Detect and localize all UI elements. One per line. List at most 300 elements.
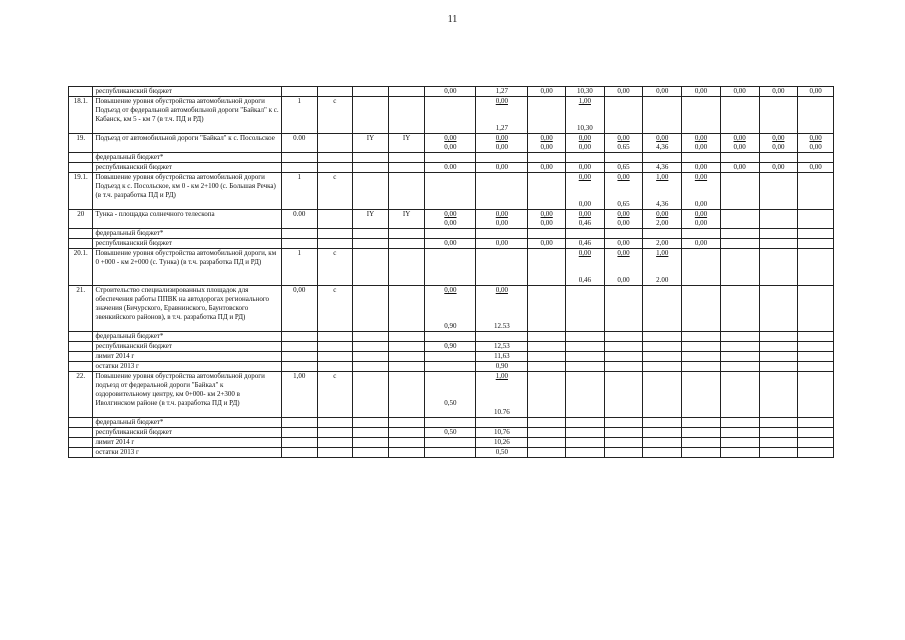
- value-cell: [566, 153, 605, 163]
- value-cell: 0,00: [720, 87, 759, 97]
- value-cell: [388, 239, 425, 249]
- cell-value: 0,00: [444, 143, 457, 151]
- row-name: остатки 2013 г: [93, 448, 281, 458]
- table-row-item: [69, 173, 834, 210]
- value-cell: [604, 428, 643, 438]
- value-cell: [388, 352, 425, 362]
- value-cell: [476, 418, 528, 428]
- cell-value: 0,00: [656, 210, 669, 218]
- value-cell: 0,50: [425, 428, 476, 438]
- cell-value: 10,30: [576, 124, 593, 132]
- value-cell: [566, 438, 605, 448]
- attr-cell: [353, 249, 389, 286]
- value-cell: [682, 428, 721, 438]
- attr-cell: 1,00: [281, 372, 317, 418]
- cell-value: 0,00: [540, 143, 553, 151]
- cell-value: 0,00: [540, 134, 553, 142]
- value-cell: [425, 418, 476, 428]
- table-row-subtotal: [69, 332, 834, 342]
- table-row-item: [69, 210, 834, 229]
- cell-value: 0,00: [444, 286, 457, 294]
- value-cell: [798, 239, 834, 249]
- value-cell: [566, 97, 605, 134]
- cell-value: 0,00: [694, 134, 708, 142]
- value-cell: 11,63: [476, 352, 528, 362]
- value-cell: [604, 352, 643, 362]
- cell-value: 0,00: [694, 210, 708, 218]
- value-cell: [682, 153, 721, 163]
- attr-cell: 1: [281, 249, 317, 286]
- cell-value: 0.65: [617, 143, 630, 151]
- value-cell: [798, 438, 834, 448]
- value-cell: [682, 249, 721, 286]
- value-cell: [281, 87, 317, 97]
- cell-value: 0,00: [694, 200, 708, 208]
- value-cell: 0,00: [643, 87, 682, 97]
- attr-cell: [353, 286, 389, 332]
- value-cell: [528, 153, 566, 163]
- cell-value: 0,00: [617, 173, 630, 181]
- row-name: Подъезд от автомобильной дороги "Байкал" к с. Посольское: [93, 134, 281, 153]
- value-cell: [566, 372, 605, 418]
- value-cell: [604, 372, 643, 418]
- value-cell: [682, 418, 721, 428]
- cell-value: 0,00: [617, 276, 630, 284]
- value-cell: [566, 134, 605, 153]
- value-cell: [566, 428, 605, 438]
- attr-cell: [388, 372, 425, 418]
- value-cell: [798, 229, 834, 239]
- value-cell: [353, 352, 389, 362]
- value-cell: [798, 362, 834, 372]
- cell-value: 0,00: [495, 143, 508, 151]
- value-cell: [353, 362, 389, 372]
- attr-cell: [388, 97, 425, 134]
- value-cell: [528, 342, 566, 352]
- value-cell: [388, 418, 425, 428]
- row-number: [69, 342, 93, 352]
- row-number: 20.1.: [69, 249, 93, 286]
- value-cell: [759, 249, 798, 286]
- value-cell: [425, 362, 476, 372]
- row-number: [69, 239, 93, 249]
- cell-value: 1,00: [578, 97, 591, 105]
- value-cell: [682, 210, 721, 229]
- row-number: 20: [69, 210, 93, 229]
- row-number: [69, 362, 93, 372]
- attr-cell: 0.00: [281, 134, 317, 153]
- value-cell: [353, 448, 389, 458]
- cell-value: 1,00: [656, 173, 669, 181]
- value-cell: [476, 332, 528, 342]
- attr-cell: 0.00: [281, 210, 317, 229]
- value-cell: [281, 163, 317, 173]
- value-cell: [566, 286, 605, 332]
- value-cell: [566, 249, 605, 286]
- row-number: [69, 229, 93, 239]
- value-cell: [720, 418, 759, 428]
- value-cell: [798, 153, 834, 163]
- row-name: республиканский бюджет: [93, 342, 281, 352]
- value-cell: 0,00: [604, 87, 643, 97]
- value-cell: [528, 418, 566, 428]
- table-row-subtotal: [69, 229, 834, 239]
- value-cell: [317, 428, 353, 438]
- cell-value: 0,00: [578, 200, 591, 208]
- value-cell: [317, 342, 353, 352]
- value-cell: [759, 342, 798, 352]
- value-cell: 0,46: [566, 239, 605, 249]
- value-cell: 0,00: [682, 87, 721, 97]
- row-number: [69, 352, 93, 362]
- cell-value: 0,46: [578, 276, 591, 284]
- value-cell: [720, 438, 759, 448]
- table-row-subtotal: [69, 352, 834, 362]
- value-cell: [682, 134, 721, 153]
- value-cell: 0,00: [476, 239, 528, 249]
- value-cell: 10,30: [566, 87, 605, 97]
- attr-cell: IY: [353, 134, 389, 153]
- value-cell: [566, 352, 605, 362]
- value-cell: [720, 342, 759, 352]
- value-cell: [425, 286, 476, 332]
- row-name: Тунка - площадка солнечного телескопа: [93, 210, 281, 229]
- cell-value: 10.76: [493, 408, 510, 416]
- value-cell: [720, 428, 759, 438]
- value-cell: [759, 332, 798, 342]
- value-cell: [682, 97, 721, 134]
- value-cell: [682, 438, 721, 448]
- value-cell: 0,00: [566, 163, 605, 173]
- value-cell: [759, 286, 798, 332]
- value-cell: [476, 210, 528, 229]
- value-cell: [604, 362, 643, 372]
- value-cell: [353, 153, 389, 163]
- cell-value: 0,00: [444, 210, 457, 218]
- value-cell: [317, 438, 353, 448]
- value-cell: [476, 286, 528, 332]
- cell-value: 0,00: [733, 134, 746, 142]
- value-cell: [759, 210, 798, 229]
- row-name: республиканский бюджет: [93, 163, 281, 173]
- attr-cell: [317, 134, 353, 153]
- cell-value: 1,00: [495, 372, 508, 380]
- attr-cell: [388, 249, 425, 286]
- row-name: остатки 2013 г: [93, 362, 281, 372]
- row-number: 18.1.: [69, 97, 93, 134]
- value-cell: [528, 229, 566, 239]
- value-cell: [682, 342, 721, 352]
- value-cell: [528, 332, 566, 342]
- value-cell: [604, 210, 643, 229]
- attr-cell: с: [317, 97, 353, 134]
- value-cell: [476, 173, 528, 210]
- table-row-item: [69, 372, 834, 418]
- value-cell: [388, 163, 425, 173]
- row-name: лимит 2014 г: [93, 438, 281, 448]
- value-cell: [720, 210, 759, 229]
- value-cell: [720, 229, 759, 239]
- table-row-subtotal: [69, 342, 834, 352]
- value-cell: [759, 438, 798, 448]
- value-cell: [353, 229, 389, 239]
- value-cell: 1,27: [476, 87, 528, 97]
- value-cell: [759, 362, 798, 372]
- value-cell: [425, 134, 476, 153]
- value-cell: 0.00: [425, 163, 476, 173]
- value-cell: [643, 97, 682, 134]
- value-cell: [604, 342, 643, 352]
- page-number: 11: [447, 14, 458, 25]
- table-row-subtotal: [69, 448, 834, 458]
- cell-value: 1,00: [656, 249, 669, 257]
- value-cell: [425, 332, 476, 342]
- value-cell: [353, 87, 389, 97]
- row-name: республиканский бюджет: [93, 87, 281, 97]
- table-row-subtotal: [69, 428, 834, 438]
- value-cell: 0,00: [528, 87, 566, 97]
- table-row-subtotal: [69, 239, 834, 249]
- value-cell: [682, 362, 721, 372]
- row-name: Повышение уровня обустройства автомобильной дороги Подъезд от федеральной автомобильной дороги "Байкал" к с. Кабанск, км 5 - км 7 (в т.ч. ПД и РД): [93, 97, 281, 134]
- value-cell: [798, 286, 834, 332]
- value-cell: [720, 332, 759, 342]
- value-cell: [528, 362, 566, 372]
- value-cell: [528, 352, 566, 362]
- value-cell: 4,36: [643, 163, 682, 173]
- value-cell: [798, 97, 834, 134]
- row-number: 19.: [69, 134, 93, 153]
- value-cell: [317, 352, 353, 362]
- value-cell: [353, 342, 389, 352]
- cell-value: 2.00: [656, 276, 669, 284]
- value-cell: [353, 428, 389, 438]
- cell-value: 0,00: [694, 219, 708, 227]
- value-cell: [604, 438, 643, 448]
- value-cell: [528, 134, 566, 153]
- value-cell: [643, 153, 682, 163]
- value-cell: [604, 332, 643, 342]
- table-row-subtotal: [69, 163, 834, 173]
- value-cell: 0,00: [759, 87, 798, 97]
- value-cell: [528, 173, 566, 210]
- value-cell: [566, 342, 605, 352]
- cell-value: 2,00: [656, 219, 669, 227]
- value-cell: [720, 97, 759, 134]
- value-cell: 0,00: [425, 239, 476, 249]
- cell-value: 0,00: [578, 210, 591, 218]
- value-cell: 10,26: [476, 438, 528, 448]
- value-cell: [476, 153, 528, 163]
- value-cell: [604, 286, 643, 332]
- value-cell: [353, 332, 389, 342]
- value-cell: [425, 352, 476, 362]
- value-cell: [425, 448, 476, 458]
- value-cell: [759, 352, 798, 362]
- value-cell: [643, 210, 682, 229]
- value-cell: [476, 372, 528, 418]
- table-row-item: [69, 134, 834, 153]
- value-cell: [281, 332, 317, 342]
- value-cell: [388, 428, 425, 438]
- value-cell: [643, 428, 682, 438]
- value-cell: [682, 448, 721, 458]
- value-cell: [643, 286, 682, 332]
- value-cell: 10,76: [476, 428, 528, 438]
- value-cell: [720, 249, 759, 286]
- value-cell: [388, 438, 425, 448]
- row-number: 19.1.: [69, 173, 93, 210]
- value-cell: [759, 173, 798, 210]
- value-cell: [476, 229, 528, 239]
- value-cell: [798, 173, 834, 210]
- value-cell: [566, 362, 605, 372]
- value-cell: 0,00: [759, 163, 798, 173]
- value-cell: [388, 448, 425, 458]
- row-number: [69, 87, 93, 97]
- row-name: федеральный бюджет*: [93, 418, 281, 428]
- row-name: федеральный бюджет*: [93, 153, 281, 163]
- value-cell: [353, 438, 389, 448]
- value-cell: [425, 372, 476, 418]
- value-cell: [388, 229, 425, 239]
- value-cell: [566, 448, 605, 458]
- cell-value: 0,90: [444, 322, 457, 330]
- row-name: республиканский бюджет: [93, 239, 281, 249]
- value-cell: [317, 239, 353, 249]
- attr-cell: [388, 173, 425, 210]
- value-cell: [388, 332, 425, 342]
- table-row-subtotal: [69, 87, 834, 97]
- value-cell: [353, 418, 389, 428]
- cell-value: 0,00: [444, 134, 457, 142]
- value-cell: [604, 153, 643, 163]
- table-row-item: [69, 249, 834, 286]
- value-cell: [643, 448, 682, 458]
- value-cell: [720, 153, 759, 163]
- value-cell: [317, 229, 353, 239]
- cell-value: 0,00: [495, 97, 508, 105]
- value-cell: 0,00: [425, 87, 476, 97]
- row-name: республиканский бюджет: [93, 428, 281, 438]
- value-cell: [643, 342, 682, 352]
- value-cell: [798, 428, 834, 438]
- attr-cell: с: [317, 173, 353, 210]
- value-cell: [425, 173, 476, 210]
- cell-value: 0,00: [809, 143, 822, 151]
- value-cell: [528, 97, 566, 134]
- value-cell: [759, 134, 798, 153]
- attr-cell: [353, 97, 389, 134]
- value-cell: [720, 173, 759, 210]
- cell-value: 0,00: [540, 219, 553, 227]
- attr-cell: с: [317, 249, 353, 286]
- cell-value: 4,36: [656, 200, 669, 208]
- table-body: [69, 87, 834, 458]
- value-cell: [528, 286, 566, 332]
- cell-value: 0,00: [694, 173, 708, 181]
- row-name: федеральный бюджет*: [93, 332, 281, 342]
- value-cell: [604, 418, 643, 428]
- budget-table: [68, 86, 834, 458]
- attr-cell: [317, 210, 353, 229]
- value-cell: [388, 342, 425, 352]
- value-cell: [604, 134, 643, 153]
- value-cell: [425, 438, 476, 448]
- cell-value: 1,27: [495, 124, 508, 132]
- value-cell: 0,50: [476, 448, 528, 458]
- row-number: 21.: [69, 286, 93, 332]
- row-number: [69, 332, 93, 342]
- attr-cell: с: [317, 372, 353, 418]
- cell-value: 0,00: [444, 219, 457, 227]
- value-cell: [643, 229, 682, 239]
- value-cell: [798, 210, 834, 229]
- row-name: лимит 2014 г: [93, 352, 281, 362]
- cell-value: 0,00: [495, 219, 508, 227]
- row-number: [69, 163, 93, 173]
- value-cell: [682, 352, 721, 362]
- value-cell: [528, 438, 566, 448]
- row-number: [69, 438, 93, 448]
- value-cell: 12,53: [476, 342, 528, 352]
- value-cell: [317, 87, 353, 97]
- value-cell: [720, 134, 759, 153]
- row-number: [69, 448, 93, 458]
- value-cell: 0,00: [682, 163, 721, 173]
- value-cell: [798, 448, 834, 458]
- value-cell: [281, 153, 317, 163]
- cell-value: 0,65: [617, 200, 630, 208]
- value-cell: [425, 97, 476, 134]
- attr-cell: IY: [353, 210, 389, 229]
- value-cell: [643, 134, 682, 153]
- cell-value: 0,00: [617, 249, 630, 257]
- value-cell: [682, 332, 721, 342]
- cell-value: 4,36: [656, 143, 669, 151]
- value-cell: [566, 332, 605, 342]
- cell-value: 0,00: [540, 210, 553, 218]
- value-cell: [759, 372, 798, 418]
- attr-cell: [353, 372, 389, 418]
- value-cell: [281, 428, 317, 438]
- cell-value: 0,00: [772, 134, 785, 142]
- value-cell: [604, 249, 643, 286]
- value-cell: [720, 372, 759, 418]
- cell-value: 12.53: [493, 322, 510, 330]
- table-row-subtotal: [69, 153, 834, 163]
- value-cell: [317, 332, 353, 342]
- cell-value: 0,00: [656, 134, 669, 142]
- cell-value: 0,00: [495, 134, 508, 142]
- value-cell: 0,00: [528, 239, 566, 249]
- value-cell: [388, 153, 425, 163]
- value-cell: [281, 342, 317, 352]
- value-cell: [720, 448, 759, 458]
- value-cell: [759, 153, 798, 163]
- value-cell: [798, 249, 834, 286]
- cell-value: 0,00: [495, 286, 508, 294]
- value-cell: [528, 448, 566, 458]
- value-cell: [643, 332, 682, 342]
- attr-cell: IY: [388, 210, 425, 229]
- value-cell: [566, 210, 605, 229]
- value-cell: [528, 249, 566, 286]
- value-cell: [643, 418, 682, 428]
- cell-value: 0,00: [617, 219, 630, 227]
- value-cell: [281, 229, 317, 239]
- value-cell: [353, 163, 389, 173]
